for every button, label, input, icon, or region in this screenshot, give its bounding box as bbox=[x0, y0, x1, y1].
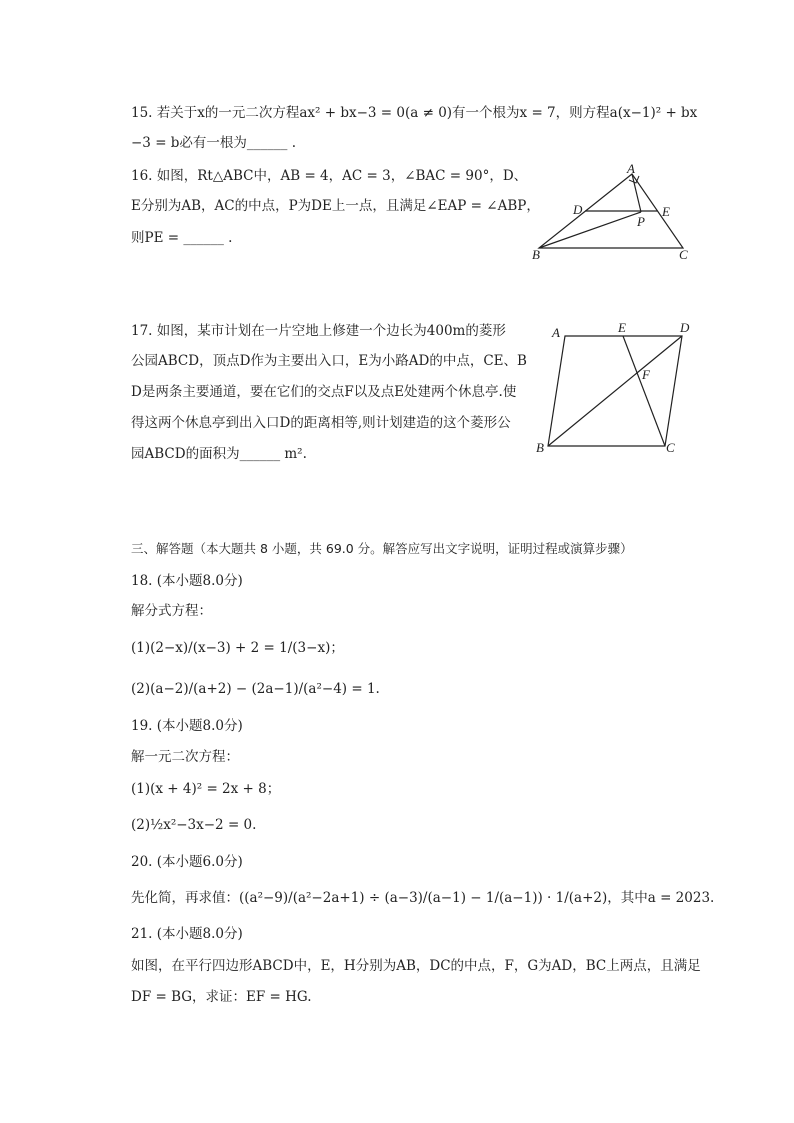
p16-line3: 则PE = ______ . bbox=[131, 230, 233, 246]
fig16-label-E: E bbox=[662, 204, 670, 219]
p15-line1: 15. 若关于x的一元二次方程ax² + bx−3 = 0(a ≠ 0)有一个根为x = 7，则方程a(x−1)² + bx bbox=[131, 105, 698, 121]
p17-line3: D是两条主要通道，要在它们的交点F以及点E处建两个休息亭.使 bbox=[131, 384, 517, 400]
fig17-label-D: D bbox=[680, 320, 690, 335]
section-3-header: 三、解答题（本大题共 8 小题，共 69.0 分。解答应写出文字说明，证明过程或演算步骤） bbox=[131, 541, 633, 556]
p15-line2: −3 = b必有一根为______ . bbox=[131, 135, 297, 151]
p17-line1: 17. 如图，某市计划在一片空地上修建一个边长为400m的菱形 bbox=[131, 323, 506, 339]
fig17-label-F: F bbox=[642, 367, 650, 382]
fig17-label-B: B bbox=[536, 440, 544, 455]
fig16-label-A: A bbox=[627, 161, 635, 176]
p17-line4: 得这两个休息亭到出入口D的距离相等,则计划建造的这个菱形公 bbox=[131, 415, 511, 431]
p19-header: 19. (本小题8.0分) bbox=[131, 718, 243, 734]
fig16-label-B: B bbox=[532, 247, 540, 262]
p18-header: 18. (本小题8.0分) bbox=[131, 573, 243, 589]
figure-17-rhombus bbox=[530, 318, 700, 458]
p20-text: 先化简，再求值：((a²−9)/(a²−2a+1) ÷ (a−3)/(a−1) − 1/(a−1)) · 1/(a+2)，其中a = 2023. bbox=[131, 890, 715, 906]
fig17-label-A: A bbox=[552, 325, 560, 340]
p19-eq2: (2)½x²−3x−2 = 0. bbox=[131, 817, 257, 833]
p21-header: 21. (本小题8.0分) bbox=[131, 926, 243, 942]
p18-intro: 解分式方程： bbox=[131, 603, 212, 619]
p20-header: 20. (本小题6.0分) bbox=[131, 854, 243, 870]
p17-line5: 园ABCD的面积为______ m². bbox=[131, 446, 307, 462]
p18-eq2: (2)(a−2)/(a+2) − (2a−1)/(a²−4) = 1. bbox=[131, 681, 380, 697]
p16-line1: 16. 如图，Rt△ABC中，AB = 4，AC = 3，∠BAC = 90°，D、 bbox=[131, 168, 528, 184]
p19-intro: 解一元二次方程： bbox=[131, 749, 239, 765]
fig17-label-E: E bbox=[618, 320, 626, 335]
p21-line1: 如图，在平行四边形ABCD中，E，H分别为AB，DC的中点，F，G为AD，BC上两点，且满足 bbox=[131, 958, 701, 974]
p17-line2: 公园ABCD，顶点D作为主要出入口，E为小路AD的中点，CE、B bbox=[131, 353, 527, 369]
fig16-label-D: D bbox=[573, 202, 583, 217]
figure-16-triangle bbox=[525, 160, 700, 265]
p21-line2: DF = BG，求证：EF = HG. bbox=[131, 989, 312, 1005]
p18-eq1: (1)(2−x)/(x−3) + 2 = 1/(3−x)； bbox=[131, 640, 344, 656]
p16-line2: E分别为AB，AC的中点，P为DE上一点，且满足∠EAP = ∠ABP， bbox=[131, 198, 540, 214]
fig17-label-C: C bbox=[666, 440, 675, 455]
p19-eq1: (1)(x + 4)² = 2x + 8； bbox=[131, 781, 281, 797]
fig16-label-C: C bbox=[679, 247, 688, 262]
fig16-label-P: P bbox=[637, 214, 645, 229]
